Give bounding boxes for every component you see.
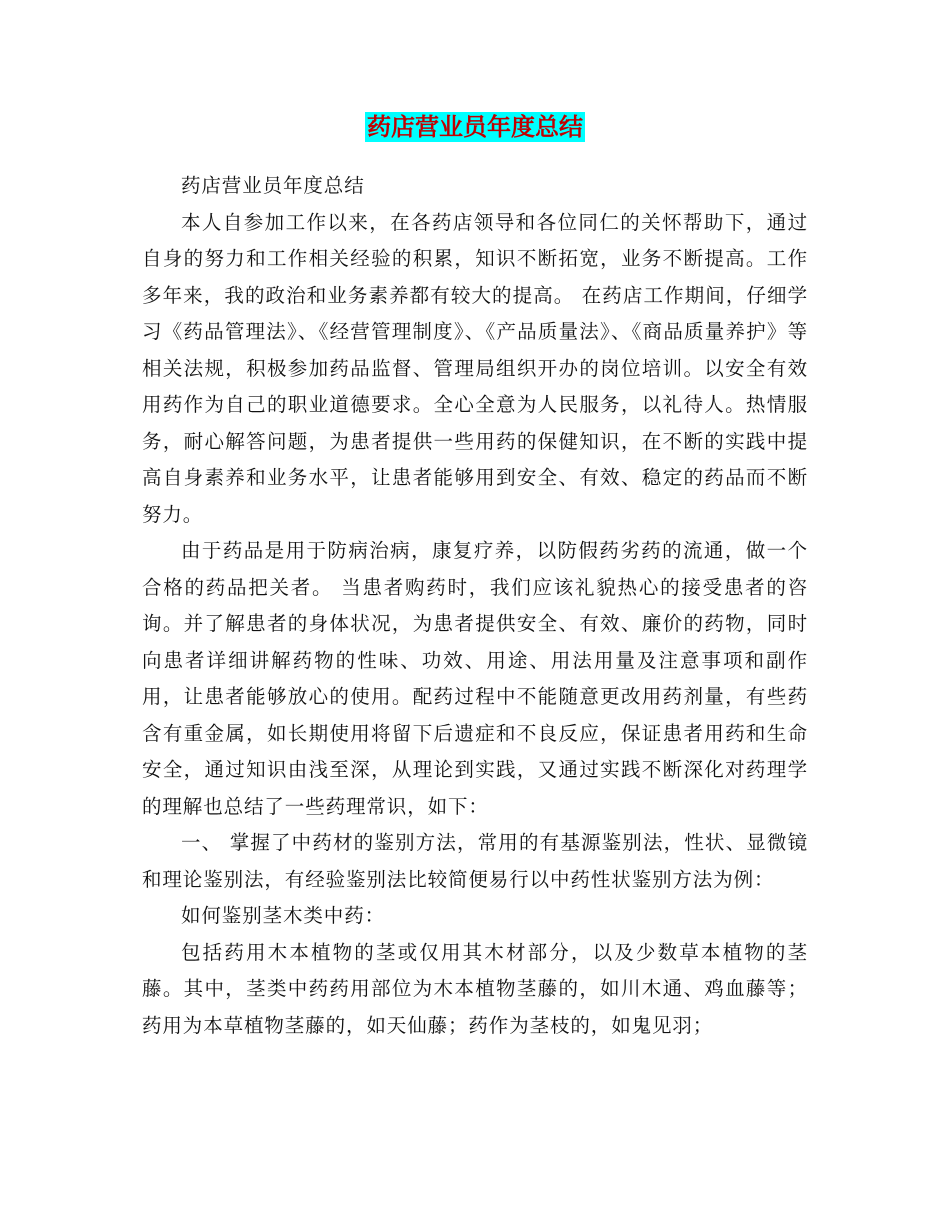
title-container	[0, 112, 950, 142]
document-body	[142, 168, 808, 1044]
paragraph-service: 由于药品是用于防病治病，康复疗养，以防假药劣药的流通，做一个合格的药品把关者。 当患者购药时，我们应该礼貌热心的接受患者的咨询。并了解患者的身体状况，为患者提供安全、有效、廉价的药物，同时向患者详细讲解药物的性味、功效、用途、用法用量及注意事项和副作用，让患者能够放心的使用。配药过程中不能随意更改用药剂量，有些药含有重金属，如长期使用将留下后遗症和不良反应，保证患者用药和生命安全，通过知识由浅至深，从理论到实践，又通过实践不断深化对药理学的理解也总结了一些药理常识，如下：	[142, 539, 808, 818]
document-title: 药店营业员年度总结	[367, 112, 583, 141]
paragraph-heading-stem: 如何鉴别茎木类中药：	[181, 904, 386, 927]
paragraph-stem-details: 包括药用木本植物的茎或仅用其木材部分，以及少数草本植物的茎藤。其中，茎类中药药用部位为木本植物茎藤的，如川木通、鸡血藤等；药用为本草植物茎藤的，如天仙藤；药作为茎枝的，如鬼见羽；	[142, 940, 808, 1037]
paragraph-subtitle: 药店营业员年度总结	[181, 174, 365, 197]
paragraph-identification: 一、 掌握了中药材的鉴别方法，常用的有基源鉴别法，性状、显微镜和理论鉴别法，有经验鉴别法比较简便易行以中药性状鉴别方法为例：	[142, 831, 808, 891]
paragraph-intro: 本人自参加工作以来，在各药店领导和各位同仁的关怀帮助下，通过自身的努力和工作相关经验的积累，知识不断拓宽，业务不断提高。工作多年来，我的政治和业务素养都有较大的提高。 在药店工作期间，仔细学习《药品管理法》、《经营管理制度》、《产品质量法》、《商品质量养护》等相关法规，积极参加药品监督、管理局组织开办的岗位培训。以安全有效用药作为自己的职业道德要求。全心全意为人民服务，以礼待人。热情服务，耐心解答问题，为患者提供一些用药的保健知识，在不断的实践中提高自身素养和业务水平，让患者能够用到安全、有效、稳定的药品而不断努力。	[142, 210, 808, 526]
